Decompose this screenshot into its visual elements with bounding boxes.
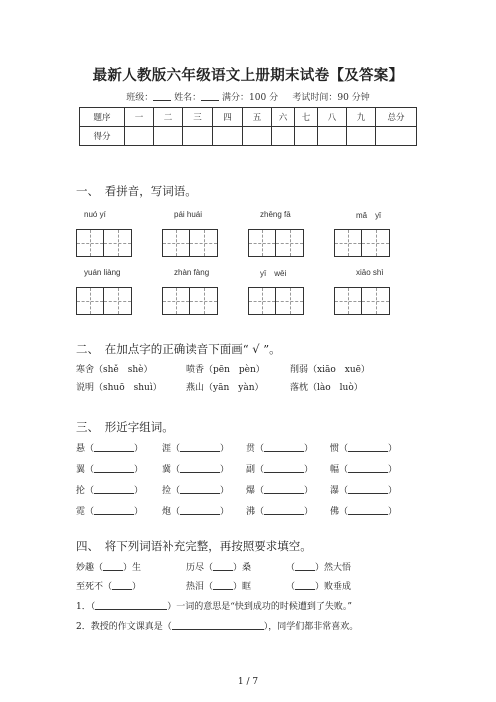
- idiom-item: [186, 560, 251, 573]
- writing-grid[interactable]: [162, 287, 218, 315]
- word-group-row: 霓（ ）: [76, 507, 144, 517]
- char: 佛: [330, 507, 340, 517]
- writing-grid[interactable]: [76, 287, 132, 315]
- word-group-row: 副（ ）: [246, 465, 314, 475]
- score-input-cell[interactable]: [154, 127, 183, 146]
- writing-grid[interactable]: [248, 287, 304, 315]
- idiom-prefix: 历尽（: [186, 563, 214, 573]
- idiom-item: [286, 579, 351, 592]
- section-3-heading: 三、 形近字组词。: [76, 420, 174, 434]
- score-cell: 五: [243, 108, 272, 127]
- char: 霓: [76, 507, 86, 517]
- writing-grid[interactable]: [334, 229, 390, 257]
- section-2-heading: 二、 在加点字的正确读音下面画“ √ ”。: [76, 342, 281, 356]
- word-group-row: 惯（ ）: [330, 444, 398, 454]
- answer-blank[interactable]: [264, 443, 304, 452]
- score-cell: 四: [213, 108, 243, 127]
- score-cell: 得分: [80, 127, 125, 146]
- score-input-cell[interactable]: [213, 127, 243, 146]
- reading-item[interactable]: 落枕（lào luò）: [290, 383, 363, 393]
- word-group-row: 炮（ ）: [162, 507, 230, 517]
- char: 涯: [162, 444, 172, 454]
- answer-blank[interactable]: [180, 485, 220, 494]
- reading-item[interactable]: 削弱（xiāo xuē）: [290, 365, 370, 375]
- answer-blank[interactable]: [94, 464, 134, 473]
- answer-blank[interactable]: [264, 464, 304, 473]
- idiom-suffix: ）桑: [233, 563, 252, 573]
- pinyin-label: mǎ yǐ: [356, 211, 381, 220]
- word-group-row: 沸（ ）: [246, 507, 314, 517]
- idiom-item: [76, 579, 141, 592]
- char: 幅: [330, 465, 340, 475]
- char: 惯: [330, 444, 340, 454]
- idiom-suffix: ）败垂成: [315, 582, 352, 592]
- score-table-header-row: [80, 108, 417, 127]
- score-input-cell[interactable]: [125, 127, 154, 146]
- pinyin-label: xiāo shì: [356, 268, 384, 277]
- score-table-score-row: [80, 127, 417, 146]
- question-prefix: 1．（: [76, 602, 96, 612]
- name-blank: [201, 92, 219, 101]
- answer-blank[interactable]: [348, 464, 388, 473]
- pinyin-label: pái huái: [174, 210, 203, 219]
- char: 捡: [162, 486, 172, 496]
- reading-item[interactable]: 燕山（yān yàn）: [186, 383, 264, 393]
- score-input-cell[interactable]: [183, 127, 213, 146]
- page-number: 1 / 7: [237, 677, 259, 687]
- score-cell: 六: [272, 108, 295, 127]
- score-input-cell[interactable]: [376, 127, 417, 146]
- idiom-prefix: （: [286, 582, 296, 592]
- writing-grid[interactable]: [76, 229, 132, 257]
- char: 抡: [76, 486, 86, 496]
- score-cell: 三: [183, 108, 213, 127]
- answer-blank[interactable]: [94, 485, 134, 494]
- word-group-row: 捡（ ）: [162, 486, 230, 496]
- answer-blank[interactable]: [172, 621, 264, 630]
- reading-item[interactable]: 说明（shuō shuì）: [76, 383, 162, 393]
- score-input-cell[interactable]: [243, 127, 272, 146]
- time-label: 考试时间：90 分钟: [292, 93, 370, 103]
- char: 冀: [162, 465, 172, 475]
- word-group-row: 翼（ ）: [76, 465, 144, 475]
- question-prefix: 2．教授的作文课真是（: [76, 622, 172, 632]
- idiom-item: [76, 560, 141, 573]
- answer-blank[interactable]: [94, 506, 134, 515]
- answer-blank[interactable]: [94, 443, 134, 452]
- pinyin-label: yuán liàng: [84, 268, 121, 277]
- score-table: [79, 107, 417, 146]
- word-group-row: 爆（ ）: [246, 486, 314, 496]
- word-group-row: 幅（ ）: [330, 465, 398, 475]
- answer-blank[interactable]: [295, 581, 315, 590]
- score-cell: 七: [295, 108, 318, 127]
- reading-item[interactable]: 寒舍（shě shè）: [76, 365, 153, 375]
- pinyin-label: nuó yí: [84, 210, 106, 219]
- section-1-heading: 一、 看拼音，写词语。: [76, 184, 197, 198]
- score-cell: 一: [125, 108, 154, 127]
- score-cell: 二: [154, 108, 183, 127]
- char: 翼: [76, 465, 86, 475]
- question-1: [76, 599, 352, 612]
- score-cell: 九: [347, 108, 376, 127]
- question-2: [76, 619, 358, 632]
- score-input-cell[interactable]: [347, 127, 376, 146]
- char: 爆: [246, 486, 256, 496]
- idiom-prefix: 至死不（: [76, 582, 113, 592]
- answer-blank[interactable]: [180, 464, 220, 473]
- question-suffix: ），同学们都非常喜欢。: [263, 622, 359, 632]
- answer-blank[interactable]: [348, 485, 388, 494]
- idiom-suffix: ）眶: [233, 582, 252, 592]
- word-group-row: 冀（ ）: [162, 465, 230, 475]
- answer-blank[interactable]: [180, 443, 220, 452]
- char: 瀑: [330, 486, 340, 496]
- section-4-heading: 四、 将下列词语补充完整，再按照要求填空。: [76, 539, 312, 553]
- word-group-row: 涯（ ）: [162, 444, 230, 454]
- name-label: 姓名：: [174, 93, 202, 103]
- idiom-suffix: ）: [132, 582, 142, 592]
- pinyin-label: zhēng fā: [260, 210, 291, 219]
- answer-blank[interactable]: [348, 506, 388, 515]
- word-group-row: 抡（ ）: [76, 486, 144, 496]
- char: 贯: [246, 444, 256, 454]
- idiom-prefix: 热泪（: [186, 582, 214, 592]
- answer-blank[interactable]: [348, 443, 388, 452]
- writing-grid[interactable]: [162, 229, 218, 257]
- pinyin-label: zhàn fàng: [174, 268, 210, 277]
- class-blank: [153, 92, 171, 101]
- page-title: 最新人教版六年级语文上册期末试卷【及答案】: [92, 67, 404, 84]
- score-input-cell[interactable]: [272, 127, 295, 146]
- idiom-suffix: ）然大悟: [315, 563, 352, 573]
- answer-blank[interactable]: [295, 562, 315, 571]
- score-cell: 八: [318, 108, 347, 127]
- exam-meta: [0, 90, 496, 103]
- question-suffix: ）一词的意思是“快到成功的时候遭到了失败。”: [167, 602, 352, 612]
- char: 副: [246, 465, 256, 475]
- answer-blank[interactable]: [264, 485, 304, 494]
- word-group-row: 悬（ ）: [76, 444, 144, 454]
- answer-blank[interactable]: [213, 562, 233, 571]
- word-group-row: 瀑（ ）: [330, 486, 398, 496]
- answer-blank[interactable]: [95, 601, 167, 610]
- answer-blank[interactable]: [264, 506, 304, 515]
- char: 炮: [162, 507, 172, 517]
- score-cell: 题序: [80, 108, 125, 127]
- idiom-suffix: ）生: [123, 563, 142, 573]
- pinyin-label: yī wēi: [260, 269, 287, 278]
- writing-grid[interactable]: [334, 287, 390, 315]
- score-input-cell[interactable]: [295, 127, 318, 146]
- class-label: 班级：: [126, 93, 154, 103]
- word-group-row: 贯（ ）: [246, 444, 314, 454]
- reading-item[interactable]: 喷香（pēn pèn）: [186, 365, 265, 375]
- answer-blank[interactable]: [112, 581, 132, 590]
- score-label: 满分：100 分: [222, 93, 279, 103]
- answer-blank[interactable]: [213, 581, 233, 590]
- idiom-item: [286, 560, 351, 573]
- idiom-item: [186, 579, 251, 592]
- score-cell: 总分: [376, 108, 417, 127]
- char: 悬: [76, 444, 86, 454]
- idiom-prefix: （: [286, 563, 296, 573]
- word-group-row: 佛（ ）: [330, 507, 398, 517]
- idiom-prefix: 妙趣（: [76, 563, 104, 573]
- answer-blank[interactable]: [103, 562, 123, 571]
- writing-grid[interactable]: [248, 229, 304, 257]
- answer-blank[interactable]: [180, 506, 220, 515]
- char: 沸: [246, 507, 256, 517]
- score-input-cell[interactable]: [318, 127, 347, 146]
